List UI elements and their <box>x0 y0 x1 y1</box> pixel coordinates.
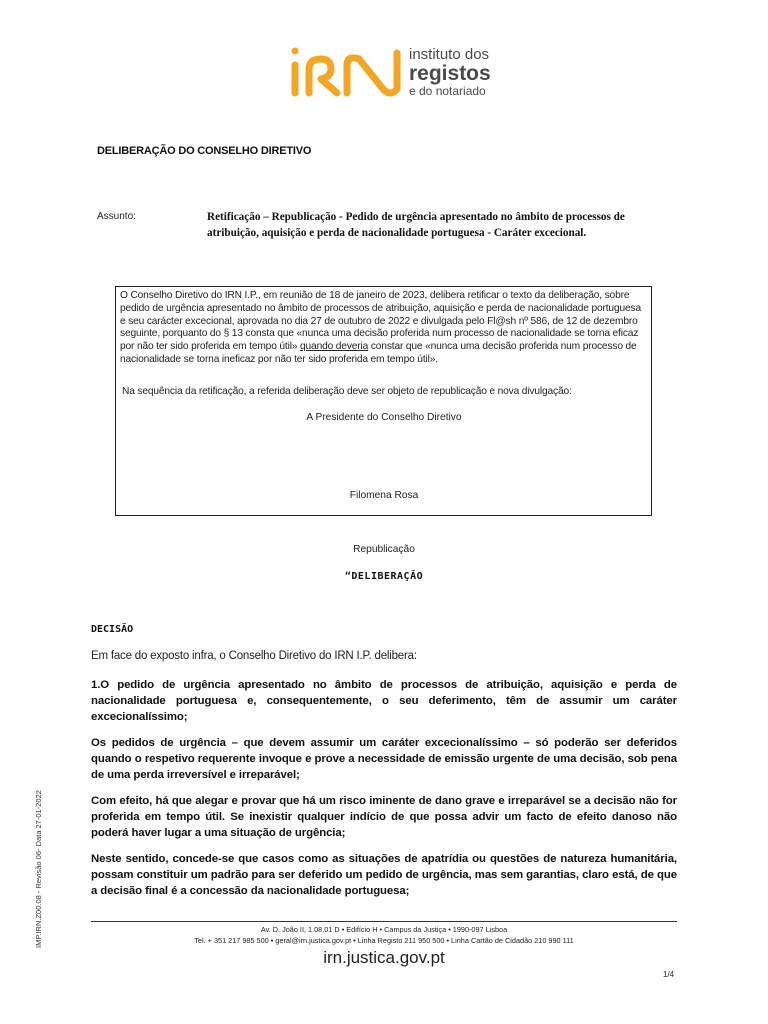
logo-line-2: registos <box>409 62 491 85</box>
logo-wordmark <box>409 47 491 98</box>
logo-line-1: instituto dos <box>409 46 490 63</box>
signature-title: A Presidente do Conselho Diretivo <box>306 412 462 423</box>
decision-paragraph: 1.O pedido de urgência apresentado no âmbito de processos de atribuição, aquisição e perda de nacionalidade portuguesa e, consequentemente, o seu deferimento, têm de assumir um caráter excecionalíssimo; <box>91 679 677 723</box>
footer-contacts: Tel. + 351 217 985 500 • geral@irn.justica.gov.pt • Linha Registo 211 950 500 • Linha Cartão de Cidadão 210 990 111 <box>194 936 574 945</box>
republication-label: Republicação <box>353 544 415 555</box>
logo-line-3: e do notariado <box>409 84 486 98</box>
footer-divider <box>91 921 677 922</box>
decision-heading: DECISÃO <box>91 624 134 635</box>
deliberation-quote: “DELIBERAÇÃO <box>344 571 424 582</box>
decision-paragraph: Os pedidos de urgência – que devem assumir um caráter excecionalíssimo – só poderão ser deferidos quando o respetivo requerente invoque e prove a necessidade de emissão urgente de uma decisão, sob pena de uma perda irreversível e irreparável; <box>91 737 677 781</box>
rectification-text-b: constar que «nunca uma decisão proferida num processo de nacionalidade se torna ineficaz por não ter sido proferida em tempo útil». <box>120 341 637 365</box>
document-heading: DELIBERAÇÃO DO CONSELHO DIRETIVO <box>97 145 312 157</box>
rectification-text <box>120 290 648 367</box>
signature-name: Filomena Rosa <box>349 490 419 501</box>
rectification-underlined: quando deveria <box>300 341 369 353</box>
rectification-sequence: Na sequência da retificação, a referida deliberação deve ser objeto de republicação e nova divulgação: <box>122 386 572 397</box>
form-code: IMP.IRN.Z00.08 - Revisão 06- Data 27-01-2022 <box>34 790 43 948</box>
subject-text: Retificação – Republicação - Pedido de urgência apresentado no âmbito de processos de atribuição, aquisição e perda de nacionalidade portuguesa - Caráter excecional. <box>207 211 625 239</box>
footer-website: irn.justica.gov.pt <box>323 948 445 967</box>
page-number: 1/4 <box>663 970 675 979</box>
decision-paragraph: Com efeito, há que alegar e provar que há um risco iminente de dano grave e irreparável se a decisão não for proferida em tempo útil. Se inexistir qualquer indício de que possa advir um facto de efeito danoso não poderá haver lugar a uma situação de urgência; <box>91 795 677 839</box>
subject-label: Assunto: <box>97 211 136 222</box>
decision-intro: Em face do exposto infra, o Conselho Diretivo do IRN I.P. delibera: <box>91 650 417 662</box>
rectification-text-a: O Conselho Diretivo do IRN I.P., em reunião de 18 de janeiro de 2023, delibera retificar o texto da deliberação, sobre pedido de urgência apresentado no âmbito de processos de atribuição, aquisição e perda de nacionalidade portuguesa e seu carácter excecional, aprovada no dia 27 de outubro de 2022 e divulgada pelo Fl@sh nº 586, de 12 de dezembro seguinte, porquanto do § 13 consta que «nunca uma decisão proferida num processo de nacionalidade se torna eficaz por não ter sido proferida em tempo útil» <box>120 290 641 353</box>
footer-address: Av. D. João II, 1.08.01 D • Edifício H • Campus da Justiça • 1990-097 Lisboa <box>260 925 508 934</box>
decision-paragraph: Neste sentido, concede-se que casos como as situações de apatrídia ou questões de natureza humanitária, possam constituir um padrão para ser deferido um pedido de urgência, mas sem garantias, claro está, de que a decisão final é a concessão da nacionalidade portuguesa; <box>91 853 677 897</box>
